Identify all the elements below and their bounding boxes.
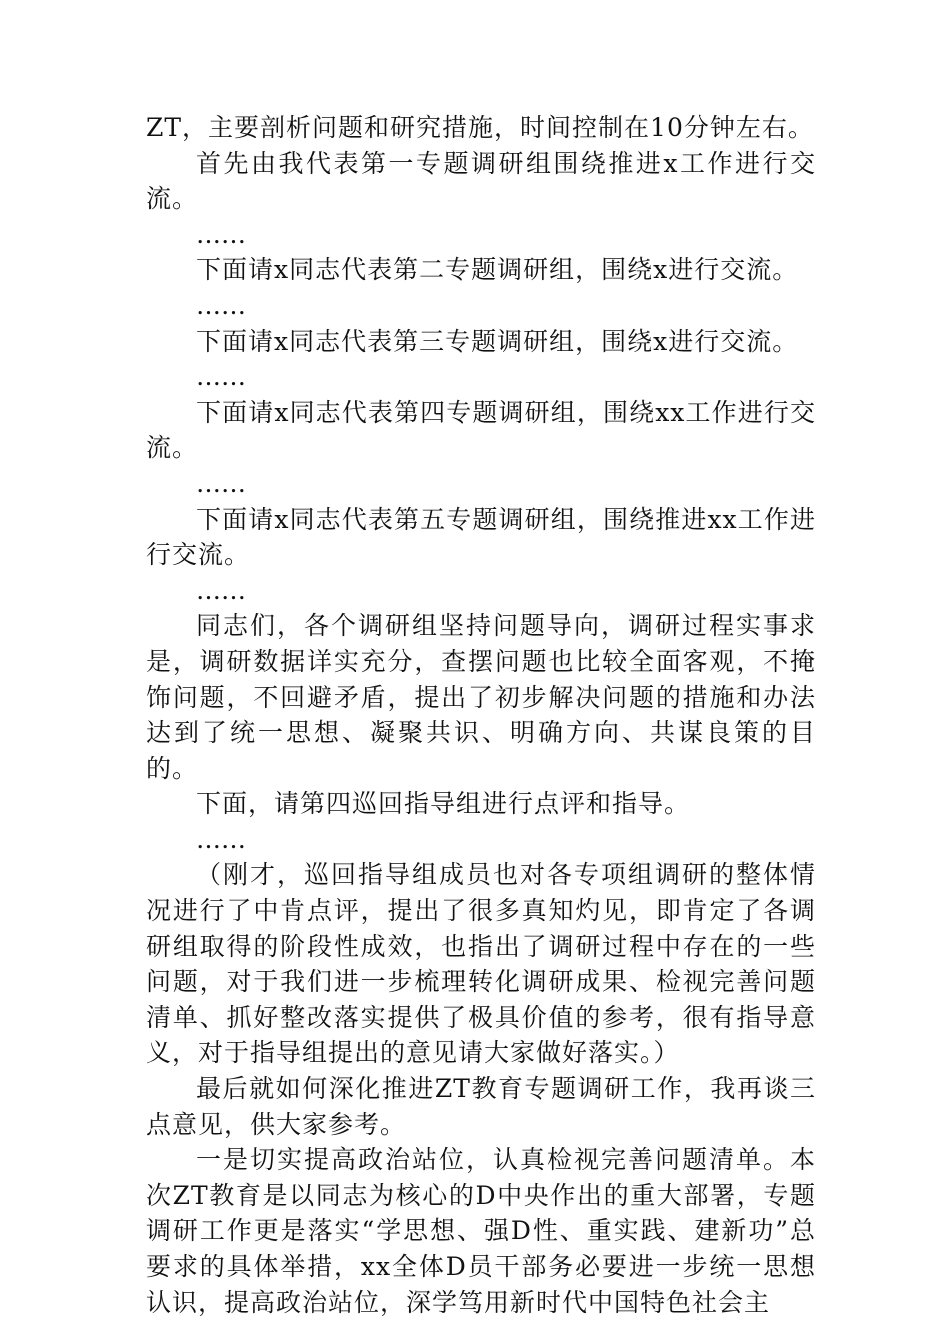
paragraph-2: 首先由我代表第一专题调研组围绕推进x工作进行交流。 — [146, 148, 816, 214]
ellipsis-5: …… — [196, 575, 246, 605]
paragraph-11: 一是切实提高政治站位，认真检视完善问题清单。本次ZT教育是以同志为核心的D中央作出的重大部署，专题调研工作更是落实“学思想、强D性、重实践、建新功”总要求的具体举措，xx全体D员干部务必要进一步统一思想认识，提高政治站位，深学笃用新时代中国特色社会主 — [146, 1145, 816, 1317]
ellipsis-6: …… — [196, 824, 246, 854]
paragraph-7: 同志们，各个调研组坚持问题导向，调研过程实事求是，调研数据详实充分，查摆问题也比较全面客观，不掩饰问题，不回避矛盾，提出了初步解决问题的措施和办法达到了统一思想、凝聚共识、明确方向、共谋良策的目的。 — [146, 611, 816, 783]
paragraph-1: ZT，主要剖析问题和研究措施，时间控制在10分钟左右。 — [146, 113, 814, 142]
paragraph-10: 最后就如何深化推进ZT教育专题调研工作，我再谈三点意见，供大家参考。 — [146, 1074, 816, 1139]
ellipsis-4: …… — [196, 468, 246, 498]
paragraph-3: 下面请x同志代表第二专题调研组，围绕x进行交流。 — [196, 255, 799, 285]
paragraph-5: 下面请x同志代表第四专题调研组，围绕xx工作进行交流。 — [146, 397, 816, 463]
ellipsis-3: …… — [196, 362, 246, 392]
paragraph-9: （刚才，巡回指导组成员也对各专项组调研的整体情况进行了中肯点评，提出了很多真知灼见，即肯定了各调研组取得的阶段性成效，也指出了调研过程中存在的一些问题，对于我们进一步梳理转化调研成果、检视完善问题清单、抓好整改落实提供了极具价值的参考，很有指导意义，对于指导组提出的意见请大家做好落实。） — [146, 860, 816, 1068]
document-body — [146, 110, 816, 1320]
ellipsis-2: …… — [196, 290, 246, 320]
ellipsis-1: …… — [196, 219, 246, 249]
paragraph-4: 下面请x同志代表第三专题调研组，围绕x进行交流。 — [196, 326, 799, 356]
paragraph-8: 下面，请第四巡回指导组进行点评和指导。 — [196, 789, 691, 819]
paragraph-6: 下面请x同志代表第五专题调研组，围绕推进xx工作进行交流。 — [146, 504, 816, 570]
